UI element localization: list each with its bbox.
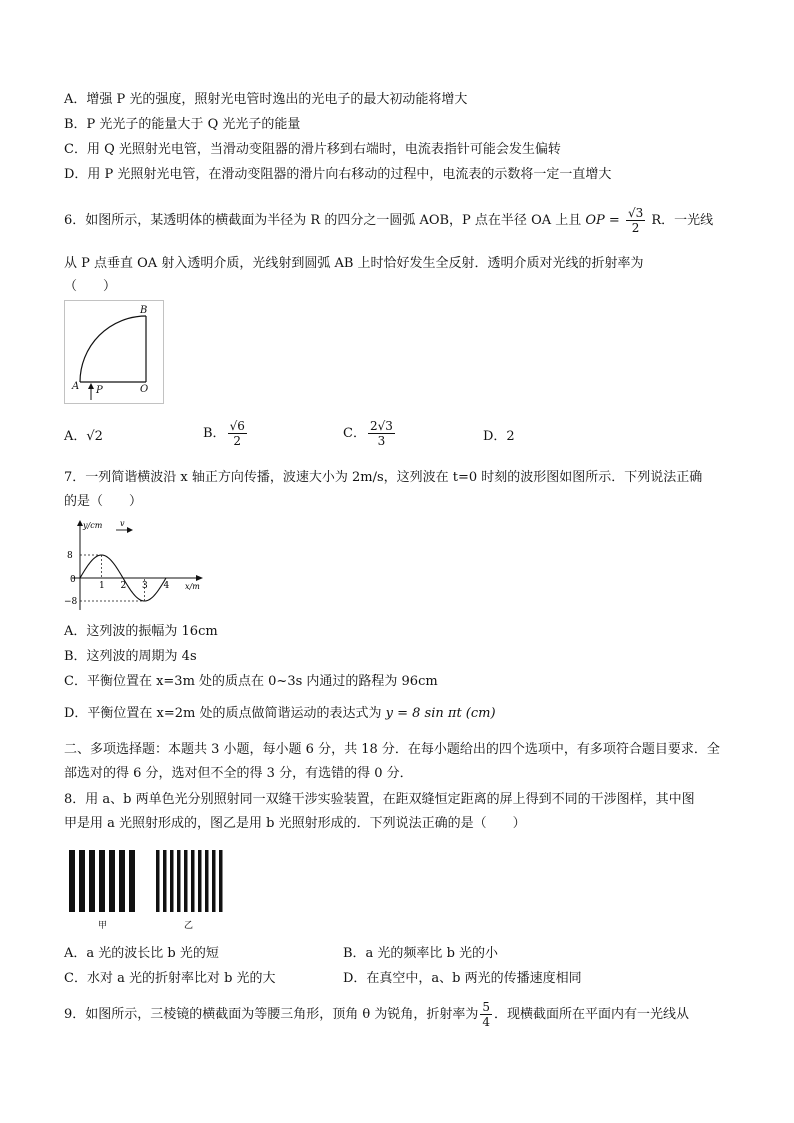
velocity-label: v xyxy=(120,519,125,528)
label-jia: 甲 xyxy=(98,921,108,931)
q6-option-a: A．√2 xyxy=(64,429,103,444)
q6-stem-line-3: （ ） xyxy=(64,279,117,294)
label-yi: 乙 xyxy=(184,921,194,931)
pattern-jia xyxy=(69,850,135,912)
x-tick-4: 4 xyxy=(163,581,170,591)
label-o: O xyxy=(140,384,149,395)
q8-stem-line-2: 甲是用 a 光照射形成的，图乙是用 b 光照射形成的．下列说法正确的是（ ） xyxy=(64,816,526,831)
q8-option-c: C．水对 a 光的折射率比对 b 光的大 xyxy=(64,971,276,986)
q8-option-a: A．a 光的波长比 b 光的短 xyxy=(64,946,219,961)
q8-option-b: B．a 光的频率比 b 光的小 xyxy=(343,946,499,961)
refractive-index-fraction: $\frac{5}{4}$ xyxy=(482,1000,491,1029)
section-2-heading-line-2: 部选对的得 6 分，选对但不全的得 3 分，有选错的得 0 分． xyxy=(64,766,413,781)
x-tick-1: 1 xyxy=(99,581,105,591)
x-tick-2: 2 xyxy=(120,581,127,591)
y-tick-minus-8: −8 xyxy=(64,597,78,607)
q7-option-b: B．这列波的周期为 4s xyxy=(64,649,197,664)
q8-option-d: D．在真空中，a、b 两光的传播速度相同 xyxy=(343,971,582,986)
q5-option-c: C．用 Q 光照射光电管，当滑动变阻器的滑片移到右端时，电流表指针可能会发生偏转 xyxy=(64,142,561,157)
velocity-arrow-icon xyxy=(127,527,133,533)
wave-chart xyxy=(64,516,206,614)
x-axis-arrow-icon xyxy=(196,575,203,581)
q6-stem-line-1 xyxy=(64,206,713,235)
q5-option-b: B．P 光光子的能量大于 Q 光光子的能量 xyxy=(64,117,301,132)
q9-stem-line-1: 9．如图所示，三棱镜的横截面为等腰三角形，顶角 θ 为锐角，折射率为 $\frac{5}{4}$ ．现横截面所在平面内有一光线从 xyxy=(64,1000,690,1029)
ray-arrow-icon xyxy=(88,383,94,389)
y-axis-label: y/cm xyxy=(83,521,103,530)
label-p: P xyxy=(96,385,103,396)
q5-option-d: D．用 P 光照射光电管，在滑动变阻器的滑片向右移动的过程中，电流表的示数将一定一直增大 xyxy=(64,167,612,182)
interference-patterns-figure xyxy=(64,846,234,934)
q6-option-c: C． $\frac{2√3}{3}$ xyxy=(343,419,393,448)
op-expression: OP = $\frac{√3}{2}$ R．一光线 xyxy=(585,206,714,235)
q7-option-c: C．平衡位置在 x=3m 处的质点在 0~3s 内通过的路程为 96cm xyxy=(64,674,438,689)
quarter-circle-figure xyxy=(64,300,164,404)
label-a: A xyxy=(72,381,80,392)
x-axis-label: x/m xyxy=(185,582,200,591)
q6-option-d: D．2 xyxy=(483,429,515,444)
q5-option-a: A．增强 P 光的强度，照射光电管时逸出的光电子的最大初动能将增大 xyxy=(64,92,468,107)
q7-stem-line-1: 7．一列简谐横波沿 x 轴正方向传播，波速大小为 2m/s，这列波在 t=0 时刻的波形图如图所示．下列说法正确 xyxy=(64,470,703,485)
x-tick-3: 3 xyxy=(142,581,148,591)
q6-stem-line-2: 从 P 点垂直 OA 射入透明介质，光线射到圆弧 AB 上时恰好发生全反射．透明介质对光线的折射率为 xyxy=(64,256,644,271)
section-2-heading-line-1: 二、多项选择题：本题共 3 小题，每小题 6 分，共 18 分．在每小题给出的四个选项中，有多项符合题目要求．全 xyxy=(64,742,720,757)
q7-formula: y = 8 sin πt (cm) xyxy=(385,706,496,721)
q6-option-b: B． $\frac{√6}{2}$ xyxy=(203,419,245,448)
label-b: B xyxy=(140,305,148,316)
q8-stem-line-1: 8．用 a、b 两单色光分别照射同一双缝干涉实验装置，在距双缝恒定距离的屏上得到不同的干涉图样，其中图 xyxy=(64,792,695,807)
q7-option-d: D．平衡位置在 x=2m 处的质点做简谐运动的表达式为 y = 8 sin πt (cm) xyxy=(64,706,496,721)
y-tick-0: 0 xyxy=(70,575,76,585)
q7-stem-line-2: 的是（ ） xyxy=(64,494,143,509)
y-tick-8: 8 xyxy=(67,551,73,561)
pattern-yi xyxy=(156,850,223,912)
q7-option-a: A．这列波的振幅为 16cm xyxy=(64,624,218,639)
arc-ab xyxy=(80,316,146,382)
op-fraction: $\frac{√3}{2}$ xyxy=(627,206,644,235)
q6-stem-text: 6．如图所示，某透明体的横截面为半径为 R 的四分之一圆弧 AOB，P 点在半径 OA 上且 xyxy=(64,213,582,228)
